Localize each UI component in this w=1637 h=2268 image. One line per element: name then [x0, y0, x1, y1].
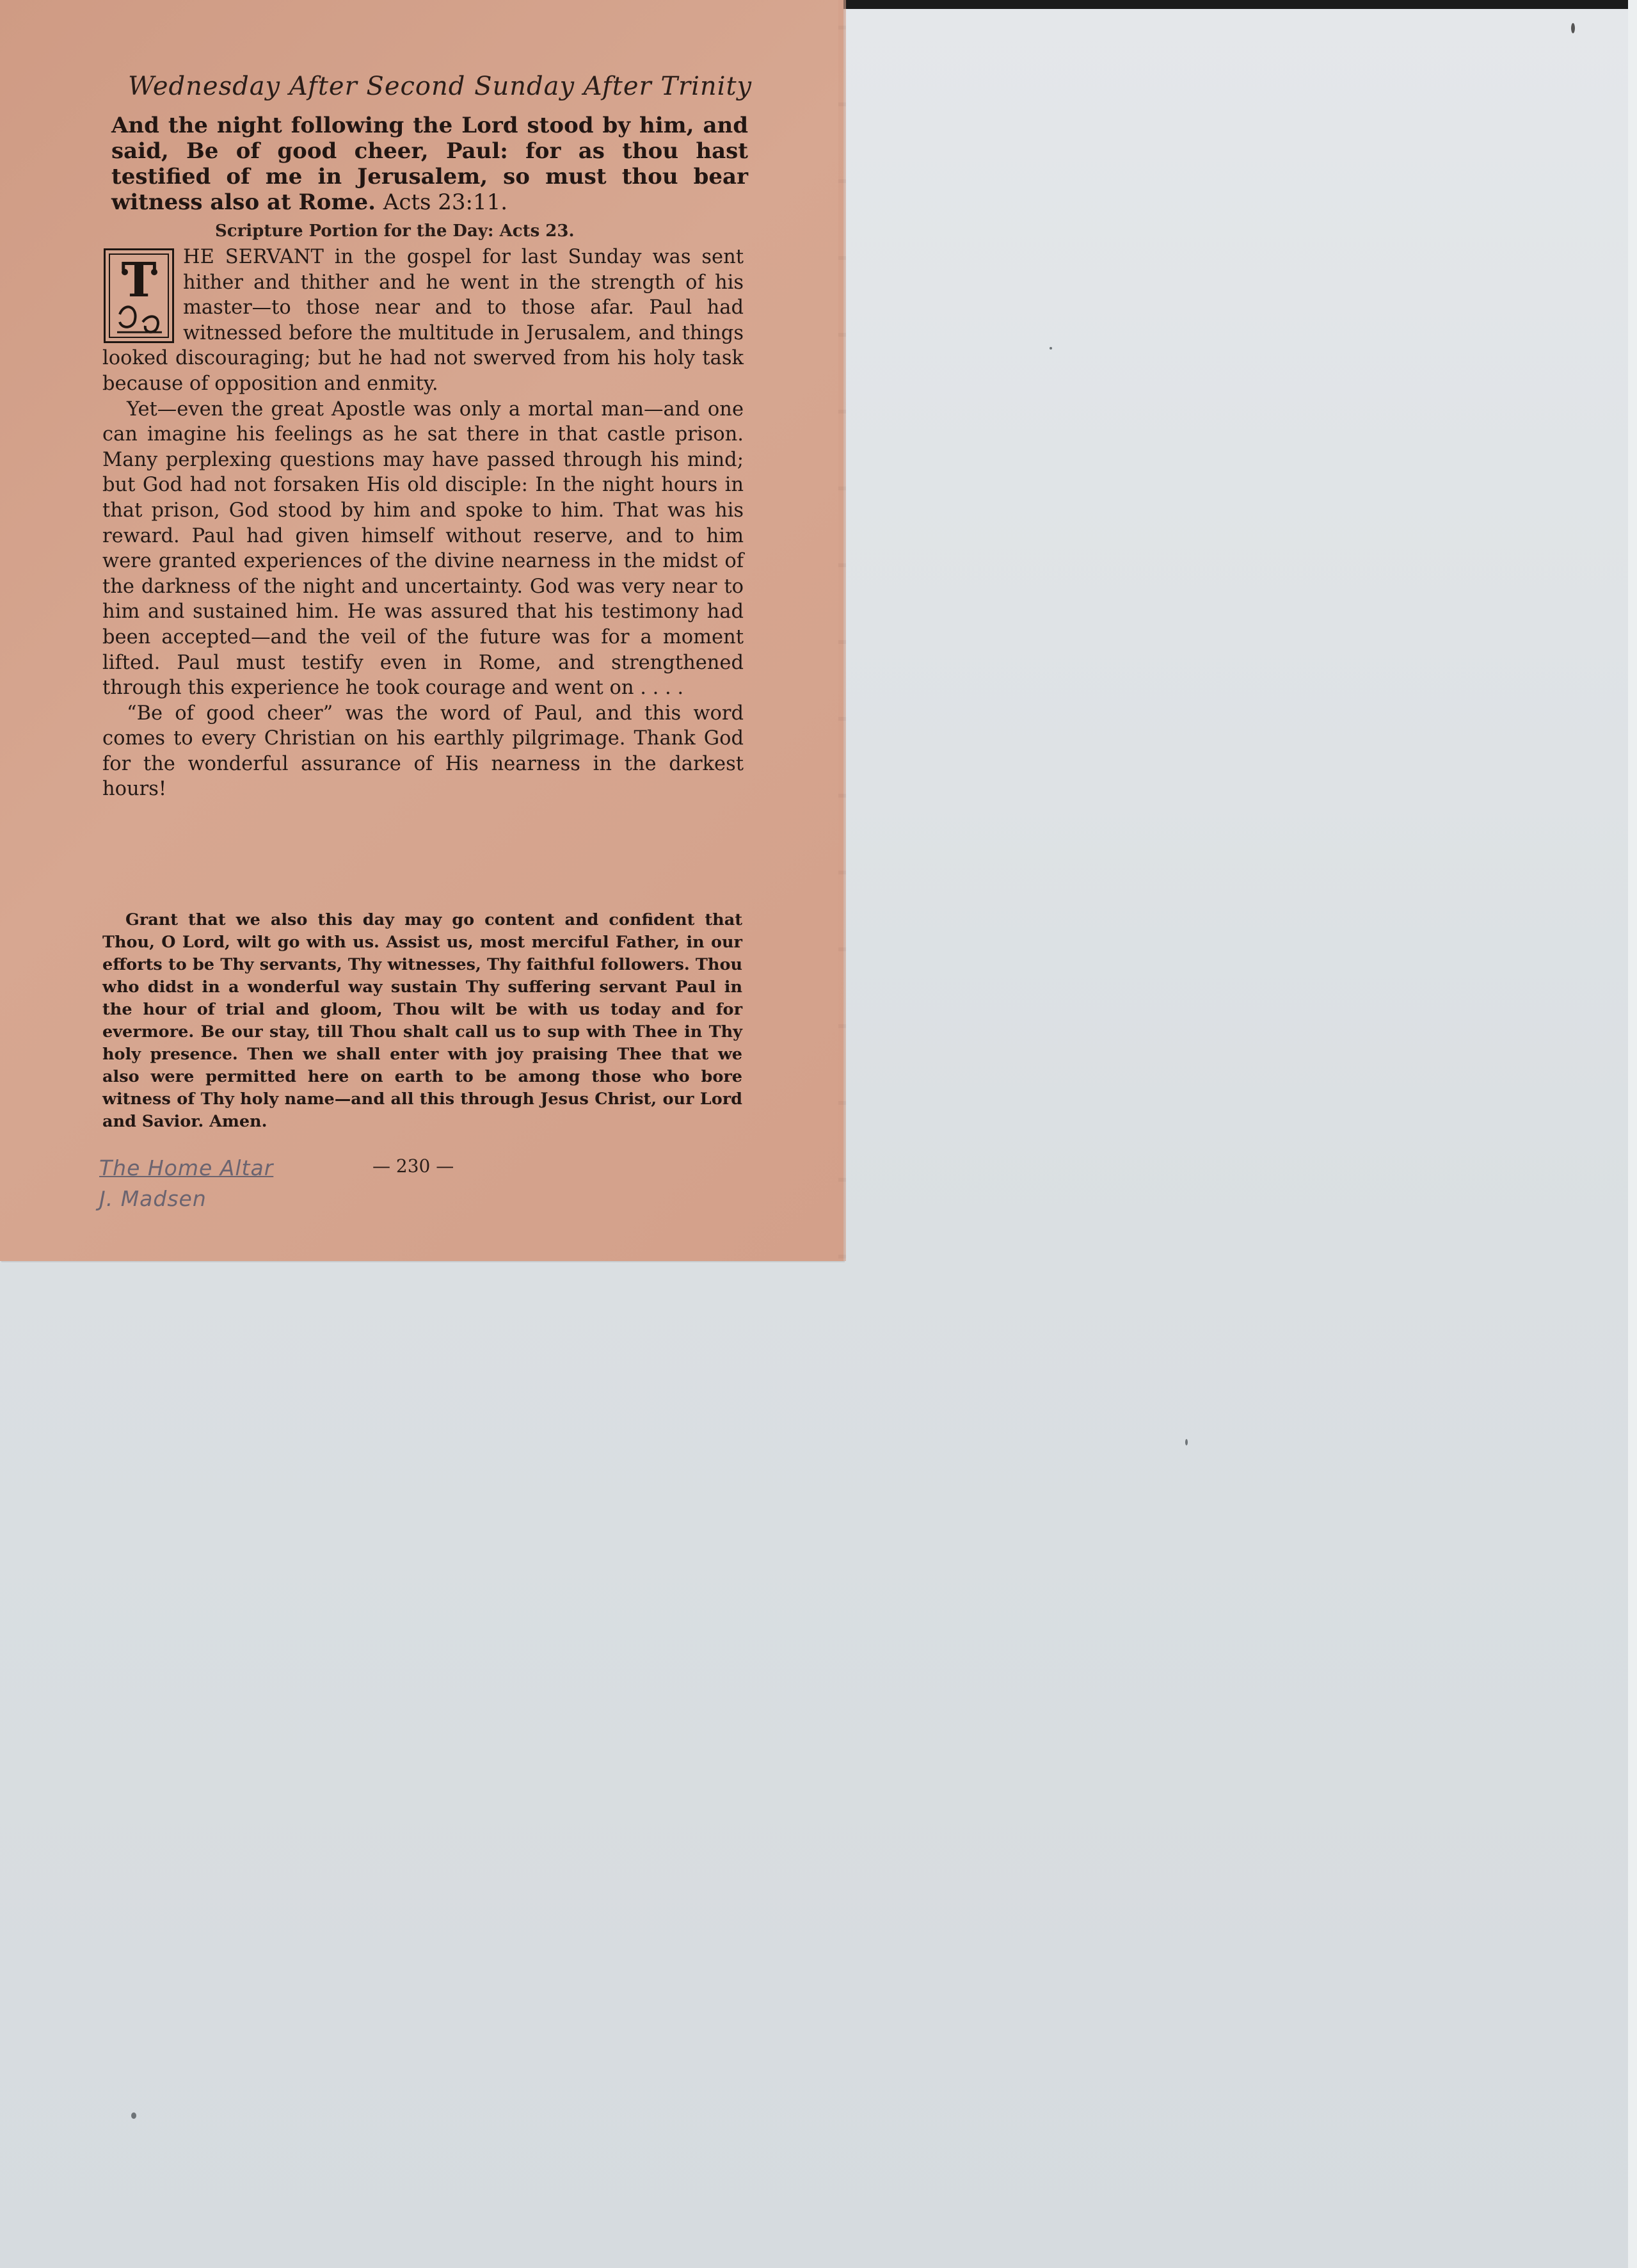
- paragraph-1: HE SERVANT in the gospel for last Sunday was sent hither and thither and he went in the strength of his master—to those near and to those afar. Paul had witnessed before the multitude in Jerusalem, and things looked discouraging; but he had not swerved from his holy task because of opposition and enmity.: [102, 246, 744, 395]
- drop-cap-letter: T: [121, 253, 157, 308]
- handwritten-title: The Home Altar: [99, 1155, 274, 1180]
- ornament-icon: [106, 250, 172, 341]
- page-heading: Wednesday After Second Sunday After Trinity: [128, 72, 753, 101]
- dust-speck: [131, 2112, 136, 2119]
- dust-speck: [1571, 23, 1575, 33]
- dust-speck: [1185, 1439, 1188, 1445]
- clipped-page: [0, 0, 843, 1261]
- verse-reference: Acts 23:11.: [383, 189, 508, 215]
- torn-edge: [838, 0, 846, 1261]
- handwritten-author: J. Madsen: [99, 1186, 207, 1211]
- scanner-edge-shadow: [832, 0, 1637, 9]
- scanner-right-edge: [1628, 0, 1637, 2268]
- prayer: Grant that we also this day may go content and confident that Thou, O Lord, wilt go with us. Assist us, most merciful Father, in our efforts to be Thy servants, Thy witnesses, Thy faithful followers. Thou who didst in a wonderful way sustain Thy suffering servant Paul in the hour of trial and gloom, Thou wilt be with us today and for evermore. Be our stay, till Thou shalt call us to sup with Thee in Thy holy presence. Then we shall enter with joy praising Thee that we also were permitted here on earth to be among those who bore witness of Thy holy name—and all this through Jesus Christ, our Lord and Savior. Amen.: [102, 910, 742, 1131]
- devotional-body: [102, 245, 744, 802]
- scripture-portion: Scripture Portion for the Day: Acts 23.: [215, 221, 575, 241]
- paragraph-3: “Be of good cheer” was the word of Paul, and this word comes to every Christian on his earthly pilgrimage. Thank God for the wonderful assurance of His nearness in the darkest hours!: [102, 702, 744, 801]
- drop-cap-initial: [104, 248, 174, 343]
- page-number: — 230 —: [372, 1155, 454, 1177]
- verse-text: And the night following the Lord stood by him, and said, Be of good cheer, Paul: for as thou hast testified of me in Jerusalem, so must thou bear witness also at Rome.: [111, 113, 748, 215]
- memory-verse: [111, 113, 748, 215]
- dust-speck: [1050, 347, 1052, 350]
- paragraph-2: Yet—even the great Apostle was only a mortal man—and one can imagine his feelings as he sat there in that castle prison. Many perplexing questions may have passed through his mind; but God had not forsaken His old disciple: In the night hours in that prison, God stood by him and spoke to him. That was his reward. Paul had given himself without reserve, and to him were granted experiences of the divine nearness in the midst of the darkness of the night and uncertainty. God was very near to him and sustained him. He was assured that his testimony had been accepted—and the veil of the future was for a moment lifted. Paul must testify even in Rome, and strengthened through this experience he took courage and went on . . . .: [102, 398, 744, 700]
